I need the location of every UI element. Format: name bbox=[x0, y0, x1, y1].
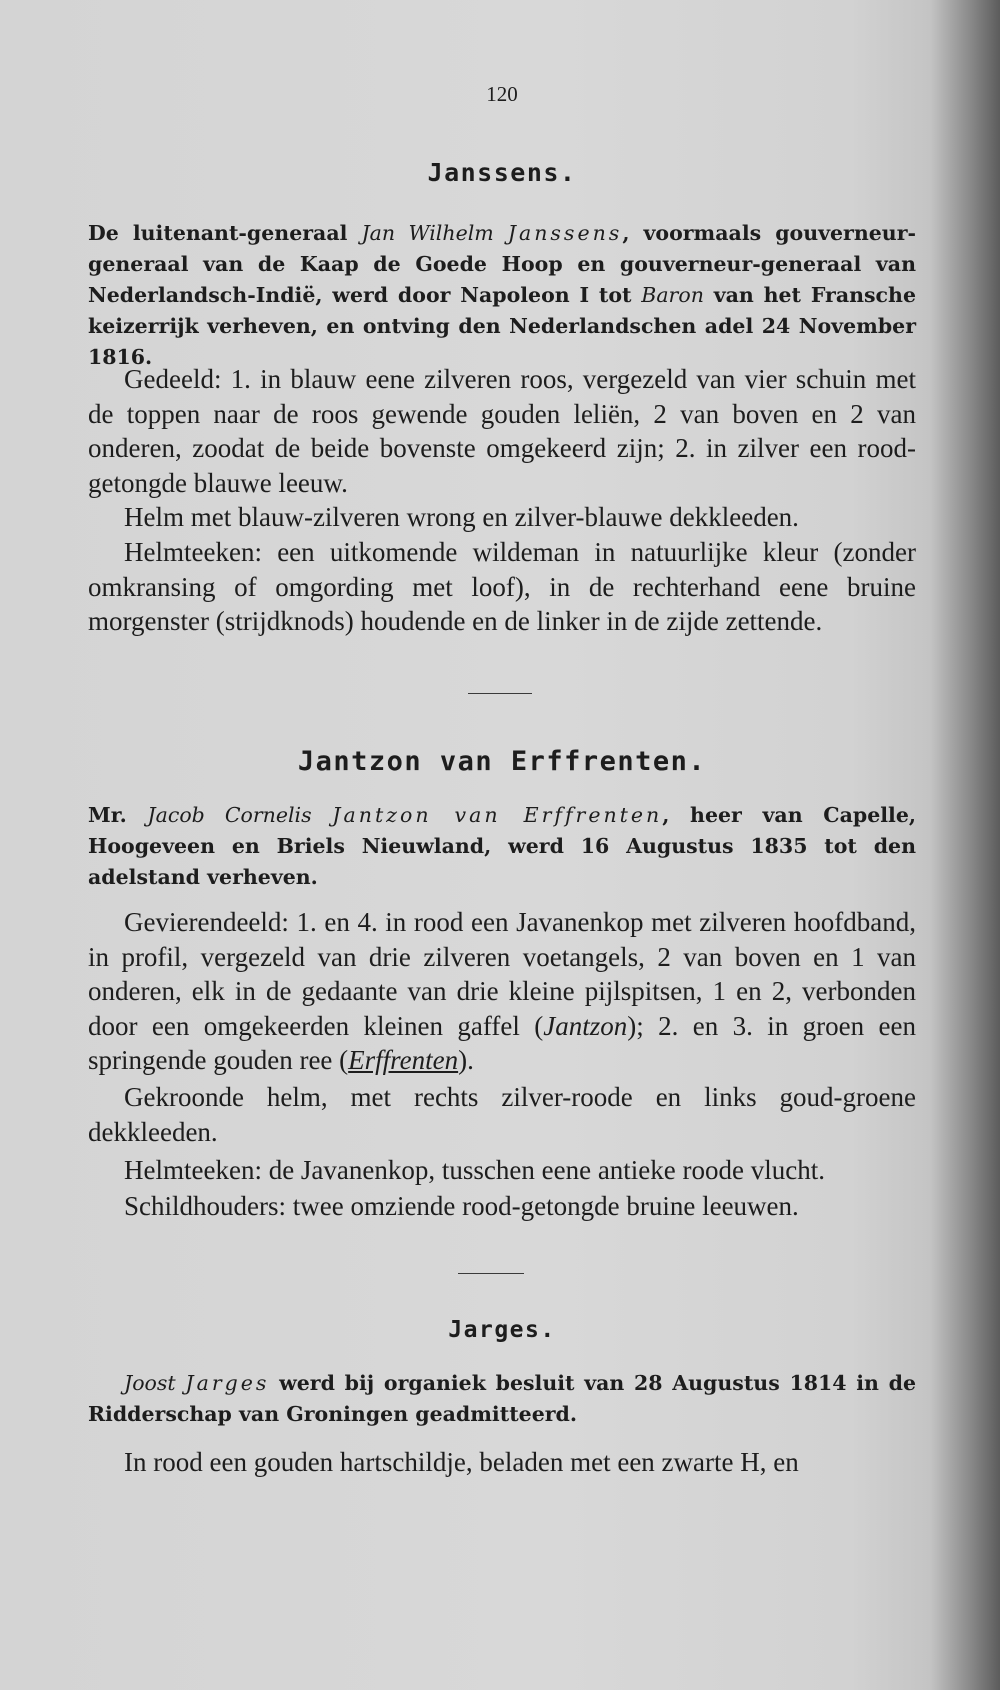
section-heading-janssens: Janssens. bbox=[427, 158, 577, 187]
section-heading-jantzon: Jantzon van Erffrenten. bbox=[297, 746, 707, 777]
arms-text: ); 2. en 3. in groen een springende gouden ree ( bbox=[88, 1010, 916, 1075]
intro-lead: De luitenant-generaal bbox=[88, 221, 362, 245]
family-ref-erffrenten: Erffrenten bbox=[348, 1045, 459, 1075]
jarges-arms: In rood een gouden hartschildje, beladen met een zwarte H, en bbox=[124, 1447, 799, 1477]
jantzon-crest: Helmteeken: de Javanenkop, tusschen eene antieke roode vlucht. bbox=[124, 1155, 825, 1185]
section-divider bbox=[458, 1273, 524, 1274]
family-name: Jantzon van Erffrenten bbox=[332, 803, 663, 827]
janssens-helm: Helm met blauw-zilveren wrong en zilver-blauwe dekkleeden. bbox=[124, 502, 799, 532]
name-space bbox=[494, 221, 508, 245]
jantzon-helm: Gekroonde helm, met rechts zilver-roode en links goud-groene dekkleeden. bbox=[88, 1082, 916, 1147]
janssens-arms: Gedeeld: 1. in blauw eene zilveren roos, vergezeld van vier schuin met de toppen naar de roos gewende gouden leliën, 2 van boven en 2 van onderen, zoodat de beide bovenste omgekeerd zijn; 2. in zilver een rood-getongde blauwe leeuw. bbox=[88, 364, 916, 498]
intro-lead: Mr. bbox=[88, 803, 148, 827]
intro-text: , voormaals gouverneur-generaal van de Kaap de Goede Hoop en gouverneur-generaal van Nederlandsch-Indië, werd door Napoleon I tot bbox=[88, 221, 917, 307]
title-baron: Baron bbox=[641, 283, 704, 307]
jantzon-intro bbox=[88, 800, 916, 893]
intro-text-end: van het Fransche keizerrijk verheven, en ontving den Nederlandschen adel 24 November 1816. bbox=[88, 283, 916, 369]
name-space bbox=[176, 1371, 186, 1395]
family-ref-jantzon: Jantzon bbox=[543, 1010, 628, 1041]
jarges-intro bbox=[88, 1368, 916, 1430]
given-names: Joost bbox=[124, 1371, 176, 1395]
jantzon-supporters: Schildhouders: twee omziende rood-getongde bruine leeuwen. bbox=[124, 1191, 799, 1221]
page-number: 120 bbox=[486, 82, 518, 106]
intro-text: , heer van Capelle, Hoogeveen en Briels Nieuwland, werd 16 Augustus 1835 tot den adelstand verheven. bbox=[88, 803, 916, 889]
intro-text: werd bij organiek besluit van 28 Augustus 1814 in de Ridderschap van Groningen geadmitteerd. bbox=[88, 1371, 917, 1426]
section-divider bbox=[468, 693, 532, 694]
family-name: Jarges bbox=[185, 1371, 270, 1395]
name-space bbox=[312, 803, 333, 827]
janssens-crest: Helmteeken: een uitkomende wildeman in natuurlijke kleur (zonder omkransing of omgording met loof), in de rechterhand eene bruine morgenster (strijdknods) houdende en de linker in de zijde zettende. bbox=[88, 537, 916, 636]
section-heading-jarges: Jarges. bbox=[448, 1317, 556, 1343]
given-names: Jan Wilhelm bbox=[361, 221, 494, 245]
given-names: Jacob Cornelis bbox=[147, 803, 312, 827]
family-name: Janssens bbox=[507, 221, 623, 245]
arms-text-end: ). bbox=[458, 1045, 474, 1075]
jantzon-arms bbox=[88, 905, 916, 1078]
arms-text: Gevierendeeld: 1. en 4. in rood een Javanenkop met zilveren hoofdband, in profil, vergezeld van drie zilveren voetangels, 2 van boven en 1 van onderen, elk in de gedaante van drie kleine pijlspitsen, 1 en 2, verbonden door een omgekeerden kleinen gaffel ( bbox=[88, 907, 916, 1041]
janssens-intro bbox=[88, 218, 916, 373]
